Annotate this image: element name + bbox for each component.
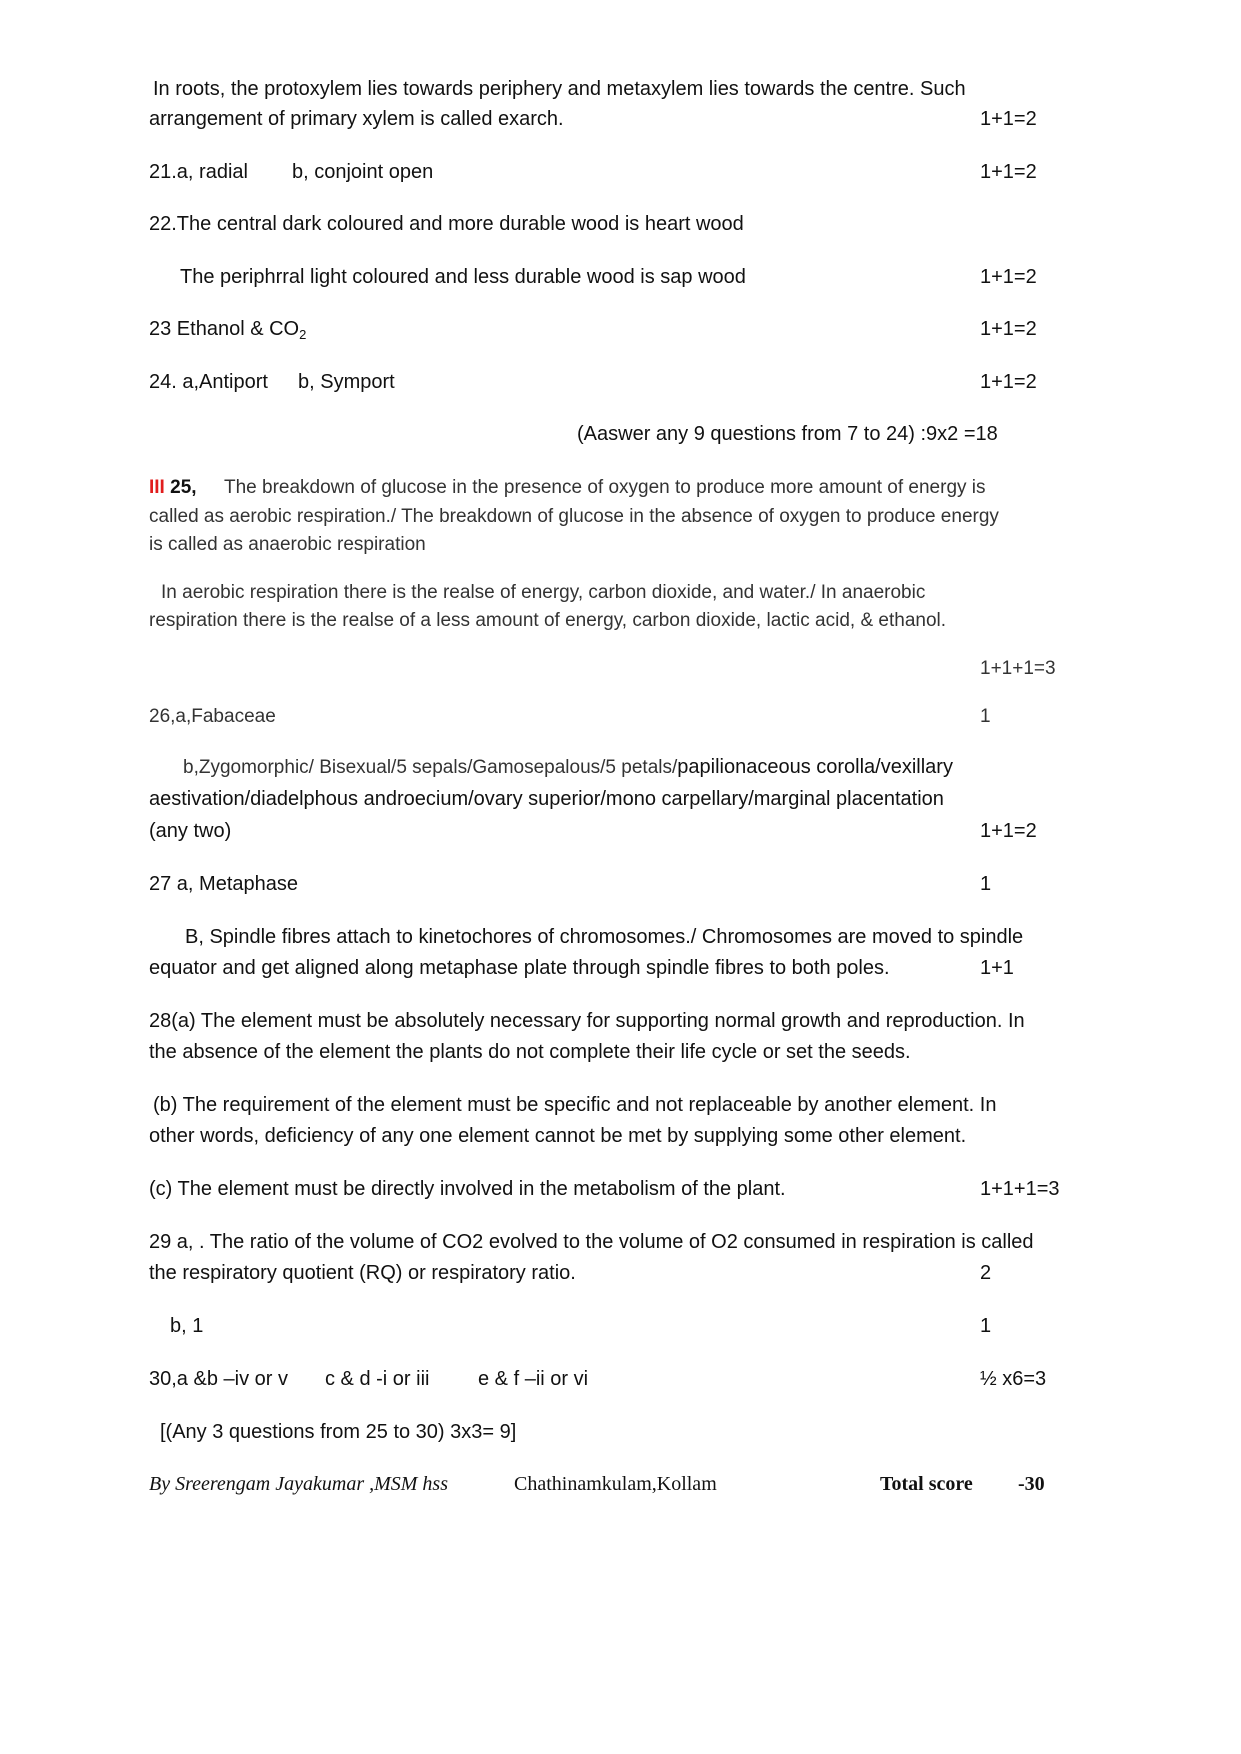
- text-line: the respiratory quotient (RQ) or respiratory ratio.: [149, 1262, 576, 1284]
- section-summary: [(Any 3 questions from 25 to 30) 3x3= 9]: [160, 1421, 517, 1443]
- text-line: arrangement of primary xylem is called exarch.: [149, 108, 564, 130]
- text-line: [183, 757, 953, 777]
- subscript: 2: [299, 327, 307, 342]
- text-line: c & d -i or iii: [325, 1368, 430, 1390]
- score-mark: 1: [980, 706, 991, 727]
- text-line: 24. a,Antiport: [149, 371, 268, 393]
- text-line: 22.The central dark coloured and more durable wood is heart wood: [149, 213, 744, 235]
- score-mark: 1+1=2: [980, 318, 1037, 340]
- text-line: the absence of the element the plants do not complete their life cycle or set the seeds.: [149, 1041, 911, 1063]
- text-line: B, Spindle fibres attach to kinetochores of chromosomes./ Chromosomes are moved to spindle: [185, 926, 1024, 948]
- score-mark: 1+1=2: [980, 266, 1037, 288]
- text-line: equator and get aligned along metaphase plate through spindle fibres to both poles.: [149, 957, 890, 979]
- q23-text: 23 Ethanol & CO: [149, 318, 300, 340]
- score-mark: 1: [980, 873, 992, 895]
- text-line: In aerobic respiration there is the realse of energy, carbon dioxide, and water./ In anaerobic: [161, 582, 926, 603]
- text-span: papilionaceous corolla/vexillary: [677, 756, 953, 778]
- score-mark: 2: [980, 1262, 992, 1284]
- text-line: aestivation/diadelphous androecium/ovary superior/mono carpellary/marginal placentation: [149, 788, 944, 810]
- score-mark: 1+1+1=3: [980, 658, 1056, 679]
- text-line: 29 a, . The ratio of the volume of CO2 evolved to the volume of O2 consumed in respiration is called: [149, 1231, 1034, 1253]
- author-location: Chathinamkulam,Kollam: [514, 1473, 717, 1495]
- total-score-label: Total score: [880, 1473, 973, 1495]
- text-line: b, 1: [170, 1315, 204, 1337]
- text-line: [149, 478, 202, 497]
- text-line: (any two): [149, 820, 232, 842]
- score-mark: 1+1=2: [980, 161, 1037, 183]
- text-line: b, conjoint open: [292, 161, 434, 183]
- text-line: 26,a,Fabaceae: [149, 706, 276, 727]
- score-mark: ½ x6=3: [980, 1368, 1047, 1390]
- section-summary: (Aaswer any 9 questions from 7 to 24) :9x2 =18: [577, 423, 998, 445]
- author-credit: By Sreerengam Jayakumar ,MSM hss: [149, 1473, 448, 1495]
- text-line: [149, 319, 306, 341]
- text-line: The periphrral light coloured and less durable wood is sap wood: [180, 266, 746, 288]
- text-line: b, Symport: [298, 371, 395, 393]
- score-mark: 1+1=2: [980, 820, 1037, 842]
- score-mark: 1+1+1=3: [980, 1178, 1060, 1200]
- text-line: In roots, the protoxylem lies towards periphery and metaxylem lies towards the centre. Such: [153, 78, 966, 100]
- text-line: e & f –ii or vi: [478, 1368, 589, 1390]
- text-line: respiration there is the realse of a less amount of energy, carbon dioxide, lactic acid, & ethanol.: [149, 610, 947, 631]
- question-number: 25,: [170, 477, 197, 498]
- score-mark: 1+1=2: [980, 108, 1037, 130]
- text-line: 21.a, radial: [149, 161, 248, 183]
- text-line: called as aerobic respiration./ The breakdown of glucose in the absence of oxygen to produce energy: [149, 506, 999, 527]
- text-line: is called as anaerobic respiration: [149, 534, 426, 555]
- text-line: 30,a &b –iv or v: [149, 1368, 288, 1390]
- score-mark: 1+1: [980, 957, 1014, 979]
- text-line: other words, deficiency of any one element cannot be met by supplying some other element.: [149, 1125, 967, 1147]
- section-number: III: [149, 477, 165, 498]
- text-line: 27 a, Metaphase: [149, 873, 298, 895]
- score-mark: 1: [980, 1315, 992, 1337]
- score-mark: 1+1=2: [980, 371, 1037, 393]
- text-line: (b) The requirement of the element must be specific and not replaceable by another element. In: [153, 1094, 997, 1116]
- text-span: b,Zygomorphic/ Bisexual/5 sepals/Gamosepalous/5 petals/: [183, 757, 678, 778]
- text-line: 28(a) The element must be absolutely necessary for supporting normal growth and reproduction. In: [149, 1010, 1025, 1032]
- text-line: The breakdown of glucose in the presence of oxygen to produce more amount of energy is: [224, 477, 986, 498]
- text-line: (c) The element must be directly involved in the metabolism of the plant.: [149, 1178, 786, 1200]
- total-score-value: -30: [1018, 1473, 1045, 1495]
